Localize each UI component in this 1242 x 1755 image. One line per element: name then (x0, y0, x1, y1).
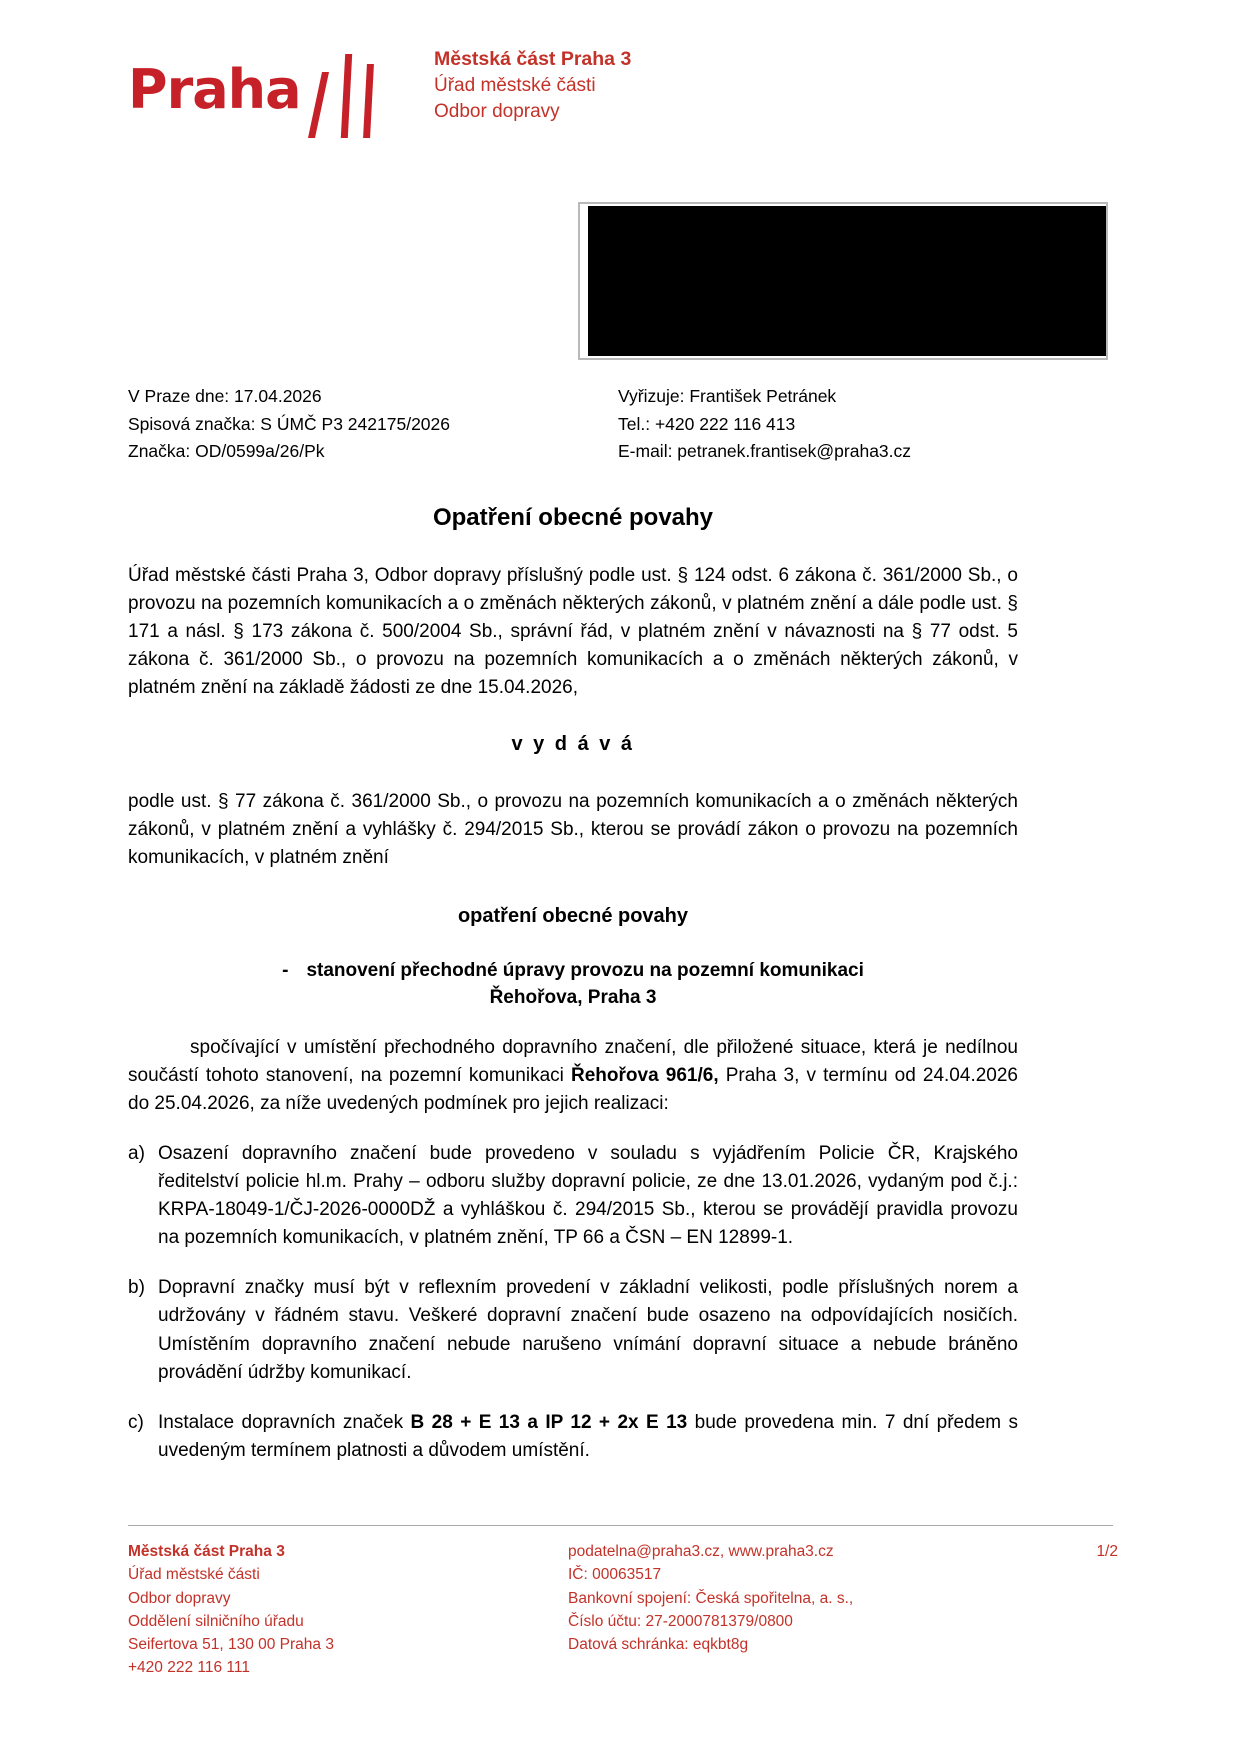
footer-email-web: podatelna@praha3.cz, www.praha3.cz (568, 1543, 834, 1560)
recipient-address-box (578, 202, 1108, 360)
summary-paragraph (128, 1034, 1018, 1118)
bullet-dash-icon: - (282, 959, 289, 981)
footer-phone: +420 222 116 111 (128, 1659, 250, 1677)
org-office: Úřad městské části (434, 74, 596, 96)
footer-divider (128, 1525, 1113, 1526)
condition-marker-c: c) (128, 1411, 144, 1433)
metadata-left-column (128, 383, 618, 466)
document-footer (128, 1540, 1118, 1680)
issues-keyword: v y d á v á (511, 733, 635, 756)
summary-street-address: Řehořova 961/6, (571, 1064, 719, 1086)
footer-department: Odbor dopravy (128, 1589, 231, 1607)
conditions-list (128, 1140, 1018, 1465)
measure-subject (128, 958, 1018, 1012)
meta-telephone: Tel.: +420 222 116 413 (618, 413, 796, 434)
footer-municipality: Městská část Praha 3 (128, 1543, 285, 1560)
condition-c-sign-codes: B 28 + E 13 a IP 12 + 2x E 13 (410, 1411, 688, 1433)
condition-text-a: Osazení dopravního značení bude provedeno v souladu s vyjádřením Policie ČR, Krajského ředitelství policie hl.m. Prahy – odboru služby dopravní policie, ze dne 13.01.2026, vydaným pod č.j.: KRPA-18049-1/ČJ-2026-0000DŽ a vyhláškou č. 294/2015 Sb., kterou se provádějí pravidla provozu na pozemních komunikacích, v platném znění, TP 66 a ČSN – EN 12899-1. (158, 1142, 1018, 1249)
condition-text-b: Dopravní značky musí být v reflexním provedení v základní velikosti, podle příslušných norem a udržovány v řádném stavu. Veškeré dopravní značení bude osazeno na odpovídajících nosičích. Umístěním dopravního značení nebude narušeno vnímání dopravní situace a nebude bráněno provádění údržby komunikací. (158, 1277, 1018, 1383)
condition-text-c (158, 1409, 1018, 1465)
meta-file-mark: Spisová značka: S ÚMČ P3 242175/2026 (128, 413, 450, 434)
footer-bank: Bankovní spojení: Česká spořitelna, a. s., (568, 1589, 854, 1607)
org-municipality: Městská část Praha 3 (434, 48, 632, 70)
footer-ico: IČ: 00063517 (568, 1566, 662, 1584)
measure-subject-line1: stanovení přechodné úpravy provozu na pozemní komunikaci (306, 959, 864, 981)
metadata-right-column (618, 383, 1108, 466)
condition-c-prefix: Instalace dopravních značek (158, 1411, 411, 1433)
measure-subject-line2: Řehořova, Praha 3 (489, 986, 657, 1008)
document-header (128, 42, 1118, 138)
meta-date: V Praze dne: 17.04.2026 (128, 386, 322, 406)
condition-c-suffix: bude provedena min. 7 dní předem s uvedeným termínem platnosti a důvodem umístění. (158, 1411, 1019, 1461)
document-metadata (128, 383, 1108, 466)
footer-account-number: Číslo účtu: 27-2000781379/0800 (568, 1612, 793, 1630)
footer-office: Úřad městské části (128, 1566, 260, 1584)
condition-marker-b: b) (128, 1277, 145, 1299)
summary-text-part2: Praha 3, v termínu od 24.04.2026 do 25.04.2026, za níže uvedených podmínek pro jejich realizaci: (128, 1064, 1018, 1114)
meta-email: E-mail: petranek.frantisek@praha3.cz (618, 441, 912, 462)
intro-paragraph: Úřad městské části Praha 3, Odbor dopravy příslušný podle ust. § 124 odst. 6 zákona č. 361/2000 Sb., o provozu na pozemních komunikacích a o změnách některých zákonů, v platném znění a dále podle ust. § 171 a násl. § 173 zákona č. 500/2004 Sb., správní řád, v platném znění v návaznosti na § 77 odst. 5 zákona č. 361/2000 Sb., o provozu na pozemních komunikacích a o změnách některých zákonů, v platném znění na základě žádosti ze dne 15.04.2026, (128, 564, 1018, 698)
footer-street-address: Seifertova 51, 130 00 Praha 3 (128, 1636, 334, 1653)
organization-block (434, 42, 631, 125)
condition-marker-a: a) (128, 1142, 145, 1164)
condition-item-a (128, 1140, 1018, 1252)
praha-logo (128, 42, 408, 138)
praha-logo-marks-icon (311, 42, 383, 138)
page-title: Opatření obecné povahy (432, 504, 714, 531)
footer-data-box: Datová schránka: eqkbt8g (568, 1636, 749, 1653)
logo-wordmark: Praha (128, 58, 301, 121)
meta-mark: Značka: OD/0599a/26/Pk (128, 441, 325, 462)
legal-basis-paragraph: podle ust. § 77 zákona č. 361/2000 Sb., o provozu na pozemních komunikacích a o změnách některých zákonů, v platném znění a vyhlášky č. 294/2015 Sb., kterou se provádí zákon o provozu na pozemních komunikacích, v platném znění (128, 790, 1018, 868)
org-department: Odbor dopravy (434, 101, 560, 123)
footer-address-column (128, 1540, 568, 1680)
meta-handled-by: Vyřizuje: František Petránek (618, 386, 837, 406)
footer-page-number: 1/2 (1096, 1543, 1118, 1560)
document-body (128, 500, 1018, 1487)
summary-text-part1: spočívající v umístění přechodného dopravního značení, dle přiložené situace, která je nedílnou součástí tohoto stanovení, na pozemní komunikaci (128, 1036, 1018, 1086)
footer-contact-column (568, 1540, 1048, 1680)
footer-unit: Oddělení silničního úřadu (128, 1612, 304, 1630)
redaction-overlay (588, 206, 1106, 356)
condition-item-b (128, 1274, 1018, 1386)
measure-heading: opatření obecné povahy (457, 904, 689, 927)
condition-item-c (128, 1409, 1018, 1465)
